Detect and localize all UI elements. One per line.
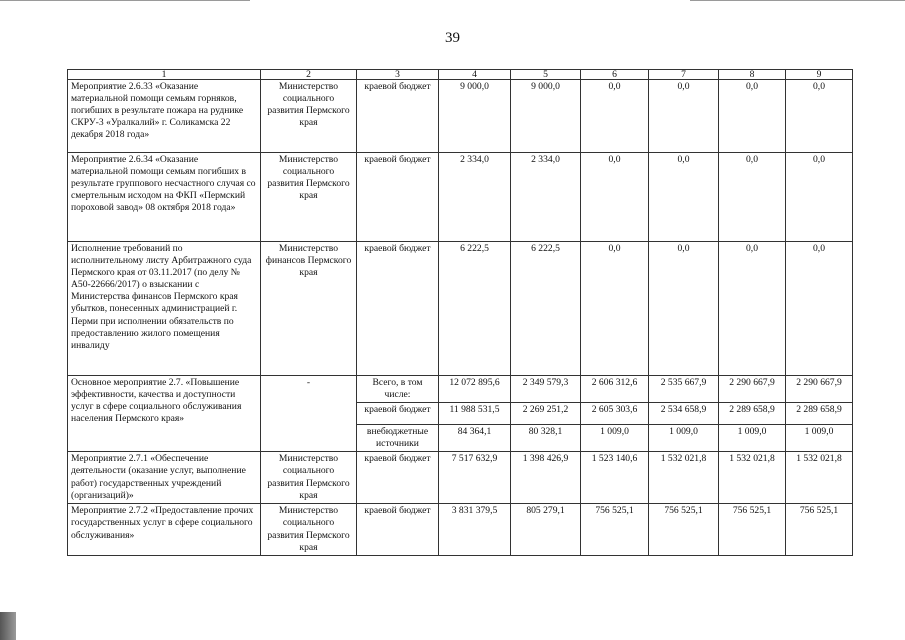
amount-cell: 2 269 251,2: [511, 403, 581, 425]
funding-source: краевой бюджет: [357, 403, 439, 425]
funding-source: краевой бюджет: [357, 80, 439, 153]
amount-cell: 0,0: [581, 80, 649, 153]
amount-cell: 3 831 379,5: [439, 504, 511, 555]
amount-cell: 1 009,0: [649, 425, 719, 452]
amount-cell: 0,0: [649, 242, 719, 376]
amount-cell: 2 605 303,6: [581, 403, 649, 425]
executor: Министерство социального развития Пермского края: [261, 80, 357, 153]
amount-cell: 1 009,0: [786, 425, 853, 452]
amount-cell: 2 349 579,3: [511, 376, 581, 403]
amount-cell: 6 222,5: [511, 242, 581, 376]
amount-cell: 1 398 426,9: [511, 452, 581, 504]
column-number: 8: [719, 70, 786, 80]
table-row: [68, 376, 853, 403]
amount-cell: 2 334,0: [439, 153, 511, 242]
funding-source: краевой бюджет: [357, 452, 439, 504]
measure-name: Основное мероприятие 2.7. «Повышение эффективности, качества и доступности услуг в сфере социального обслуживания населения Пермского края»: [68, 376, 261, 452]
budget-table: [67, 69, 853, 556]
executor: -: [261, 376, 357, 452]
amount-cell: 0,0: [649, 80, 719, 153]
funding-source: Всего, в том числе:: [357, 376, 439, 403]
table-row: [68, 452, 853, 504]
amount-cell: 1 532 021,8: [649, 452, 719, 504]
amount-cell: 80 328,1: [511, 425, 581, 452]
amount-cell: 12 072 895,6: [439, 376, 511, 403]
executor: Министерство социального развития Пермского края: [261, 504, 357, 555]
amount-cell: 0,0: [786, 153, 853, 242]
amount-cell: 6 222,5: [439, 242, 511, 376]
amount-cell: 0,0: [786, 242, 853, 376]
amount-cell: 805 279,1: [511, 504, 581, 555]
column-number: 4: [439, 70, 511, 80]
amount-cell: 1 532 021,8: [786, 452, 853, 504]
amount-cell: 9 000,0: [439, 80, 511, 153]
amount-cell: 2 289 658,9: [719, 403, 786, 425]
executor: Министерство социального развития Пермского края: [261, 153, 357, 242]
funding-source: краевой бюджет: [357, 153, 439, 242]
column-number: 3: [357, 70, 439, 80]
measure-name: Мероприятие 2.7.2 «Предоставление прочих государственных услуг в сфере социального обслуживания»: [68, 504, 261, 555]
amount-cell: 0,0: [719, 80, 786, 153]
table-row: [68, 80, 853, 153]
amount-cell: 0,0: [719, 242, 786, 376]
amount-cell: 1 523 140,6: [581, 452, 649, 504]
amount-cell: 1 009,0: [719, 425, 786, 452]
table-row: [68, 153, 853, 242]
amount-cell: 756 525,1: [649, 504, 719, 555]
amount-cell: 2 606 312,6: [581, 376, 649, 403]
amount-cell: 1 009,0: [581, 425, 649, 452]
column-number: 9: [786, 70, 853, 80]
amount-cell: 2 334,0: [511, 153, 581, 242]
column-number: 6: [581, 70, 649, 80]
amount-cell: 7 517 632,9: [439, 452, 511, 504]
column-number: 7: [649, 70, 719, 80]
amount-cell: 0,0: [719, 153, 786, 242]
amount-cell: 0,0: [581, 242, 649, 376]
amount-cell: 2 535 667,9: [649, 376, 719, 403]
executor: Министерство социального развития Пермского края: [261, 452, 357, 504]
funding-source: краевой бюджет: [357, 242, 439, 376]
amount-cell: 0,0: [581, 153, 649, 242]
amount-cell: 2 289 658,9: [786, 403, 853, 425]
funding-source: краевой бюджет: [357, 504, 439, 555]
table-row: [68, 242, 853, 376]
column-number: 2: [261, 70, 357, 80]
amount-cell: 2 290 667,9: [719, 376, 786, 403]
measure-name: Исполнение требований по исполнительному листу Арбитражного суда Пермского края от 03.11.2017 (по делу № А50-22666/2017) о взыскании с Министерства финансов Пермского края убытков, понесенных администрацией г. Перми при исполнении обязательств по предоставлению жилого помещения инвалиду: [68, 242, 261, 376]
scan-edge-left: [0, 0, 250, 1]
funding-source: внебюджетные источники: [357, 425, 439, 452]
amount-cell: 756 525,1: [719, 504, 786, 555]
amount-cell: 2 534 658,9: [649, 403, 719, 425]
amount-cell: 2 290 667,9: [786, 376, 853, 403]
column-number: 5: [511, 70, 581, 80]
amount-cell: 84 364,1: [439, 425, 511, 452]
page-number: 39: [445, 30, 460, 46]
measure-name: Мероприятие 2.6.33 «Оказание материальной помощи семьям горняков, погибших в результате пожара на руднике СКРУ-3 «Уралкалий» г. Соликамска 22 декабря 2018 года»: [68, 80, 261, 153]
executor: Министерство финансов Пермского края: [261, 242, 357, 376]
amount-cell: 0,0: [649, 153, 719, 242]
amount-cell: 756 525,1: [786, 504, 853, 555]
amount-cell: 1 532 021,8: [719, 452, 786, 504]
amount-cell: 11 988 531,5: [439, 403, 511, 425]
measure-name: Мероприятие 2.7.1 «Обеспечение деятельности (оказание услуг, выполнение работ) государственных учреждений (организаций)»: [68, 452, 261, 504]
amount-cell: 9 000,0: [511, 80, 581, 153]
measure-name: Мероприятие 2.6.34 «Оказание материальной помощи семьям погибших в результате группового несчастного случая со смертельным исходом на ФКП «Пермский пороховой завод» 08 октября 2018 года»: [68, 153, 261, 242]
amount-cell: 756 525,1: [581, 504, 649, 555]
scan-corner-mark: [0, 612, 16, 640]
column-number-row: [68, 70, 853, 80]
column-number: 1: [68, 70, 261, 80]
amount-cell: 0,0: [786, 80, 853, 153]
table-row: [68, 504, 853, 555]
scan-edge-right: [690, 0, 905, 1]
